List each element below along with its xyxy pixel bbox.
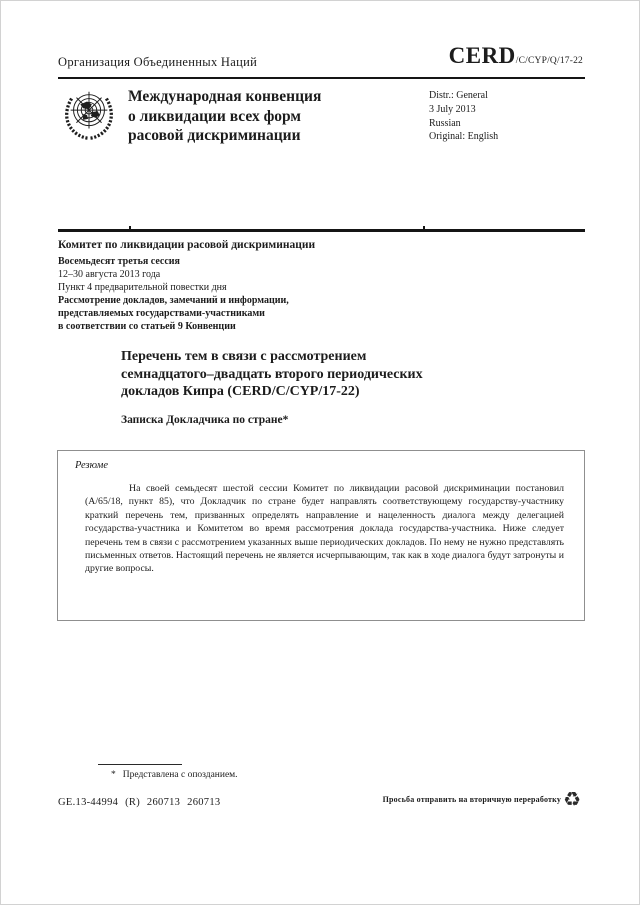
- recycle-note: Просьба отправить на вторичную переработку: [382, 794, 562, 804]
- footnote-rule: [98, 764, 182, 765]
- rule-tick: [129, 226, 131, 229]
- agenda-title-line: в соответствии со статьей 9 Конвенции: [58, 321, 236, 332]
- document-symbol: [449, 43, 583, 69]
- footnote-marker: *: [111, 770, 116, 780]
- document-title: [121, 348, 423, 401]
- footer-reference: GE.13-44994 (R) 260713 260713: [58, 797, 221, 808]
- convention-title-line: о ликвидации всех форм: [128, 107, 301, 125]
- document-title-line: докладов Кипра (CERD/C/CYP/17-22): [121, 384, 360, 399]
- summary-box: [57, 450, 585, 621]
- distribution-block: [429, 89, 498, 144]
- recycle-line: [383, 789, 581, 809]
- summary-label: Резюме: [75, 460, 109, 471]
- distr-date: 3 July 2013: [429, 103, 476, 115]
- distr-language: Russian: [429, 117, 461, 129]
- rule-tick: [423, 226, 425, 229]
- session-title: Восемьдесят третья сессия: [58, 256, 180, 267]
- convention-title-line: расовой дискриминации: [128, 127, 301, 144]
- footnote-text: Представлена с опозданием.: [122, 770, 238, 780]
- convention-title: [128, 87, 321, 146]
- document-symbol-main: CERD: [448, 43, 516, 68]
- summary-text: На своей семьдесят шестой сессии Комитет по ликвидации расовой дискриминации постановил (A/65/18, пункт 85), что Докладчик по стране будет направлять соответствующему государству-участнику краткий перечень тем, призванных определять направление и нацеленность диалога между делегацией государства-участника и Комитетом во время рассмотрения доклада государства-участника. Ниже следует перечень тем в связи с рассмотрением указанных выше периодических докладов. По нему не нужно представлять письменных ответов. Настоящий перечень не является исчерпывающим, так как в ходе диалога будут затронуты и другие вопросы.: [85, 483, 564, 575]
- committee-name: Комитет по ликвидации расовой дискриминации: [58, 239, 316, 251]
- document-symbol-suffix: /C/CYP/Q/17-22: [515, 56, 583, 66]
- distr-original: Original: English: [429, 131, 499, 143]
- header-rule: [58, 77, 585, 79]
- session-dates: 12–30 августа 2013 года: [58, 269, 161, 280]
- document-title-line: Перечень тем в связи с рассмотрением: [121, 349, 367, 364]
- agenda-item: Пункт 4 предварительной повестки дня: [58, 282, 227, 293]
- convention-title-line: Международная конвенция: [128, 88, 322, 105]
- distr-type: Distr.: General: [429, 90, 488, 101]
- document-subtitle: Записка Докладчика по стране*: [121, 414, 289, 426]
- agenda-title-line: представляемых государствами-участниками: [58, 308, 265, 319]
- org-name: Организация Объединенных Наций: [58, 55, 258, 69]
- committee-block: [58, 239, 315, 333]
- document-title-line: семнадцатого–двадцать второго периодических: [121, 366, 423, 382]
- recycle-icon: ♻: [563, 787, 581, 811]
- un-emblem-icon: [60, 86, 118, 144]
- agenda-title-line: Рассмотрение докладов, замечаний и информации,: [58, 295, 289, 306]
- footnote: [111, 770, 238, 780]
- section-rule: [58, 229, 585, 232]
